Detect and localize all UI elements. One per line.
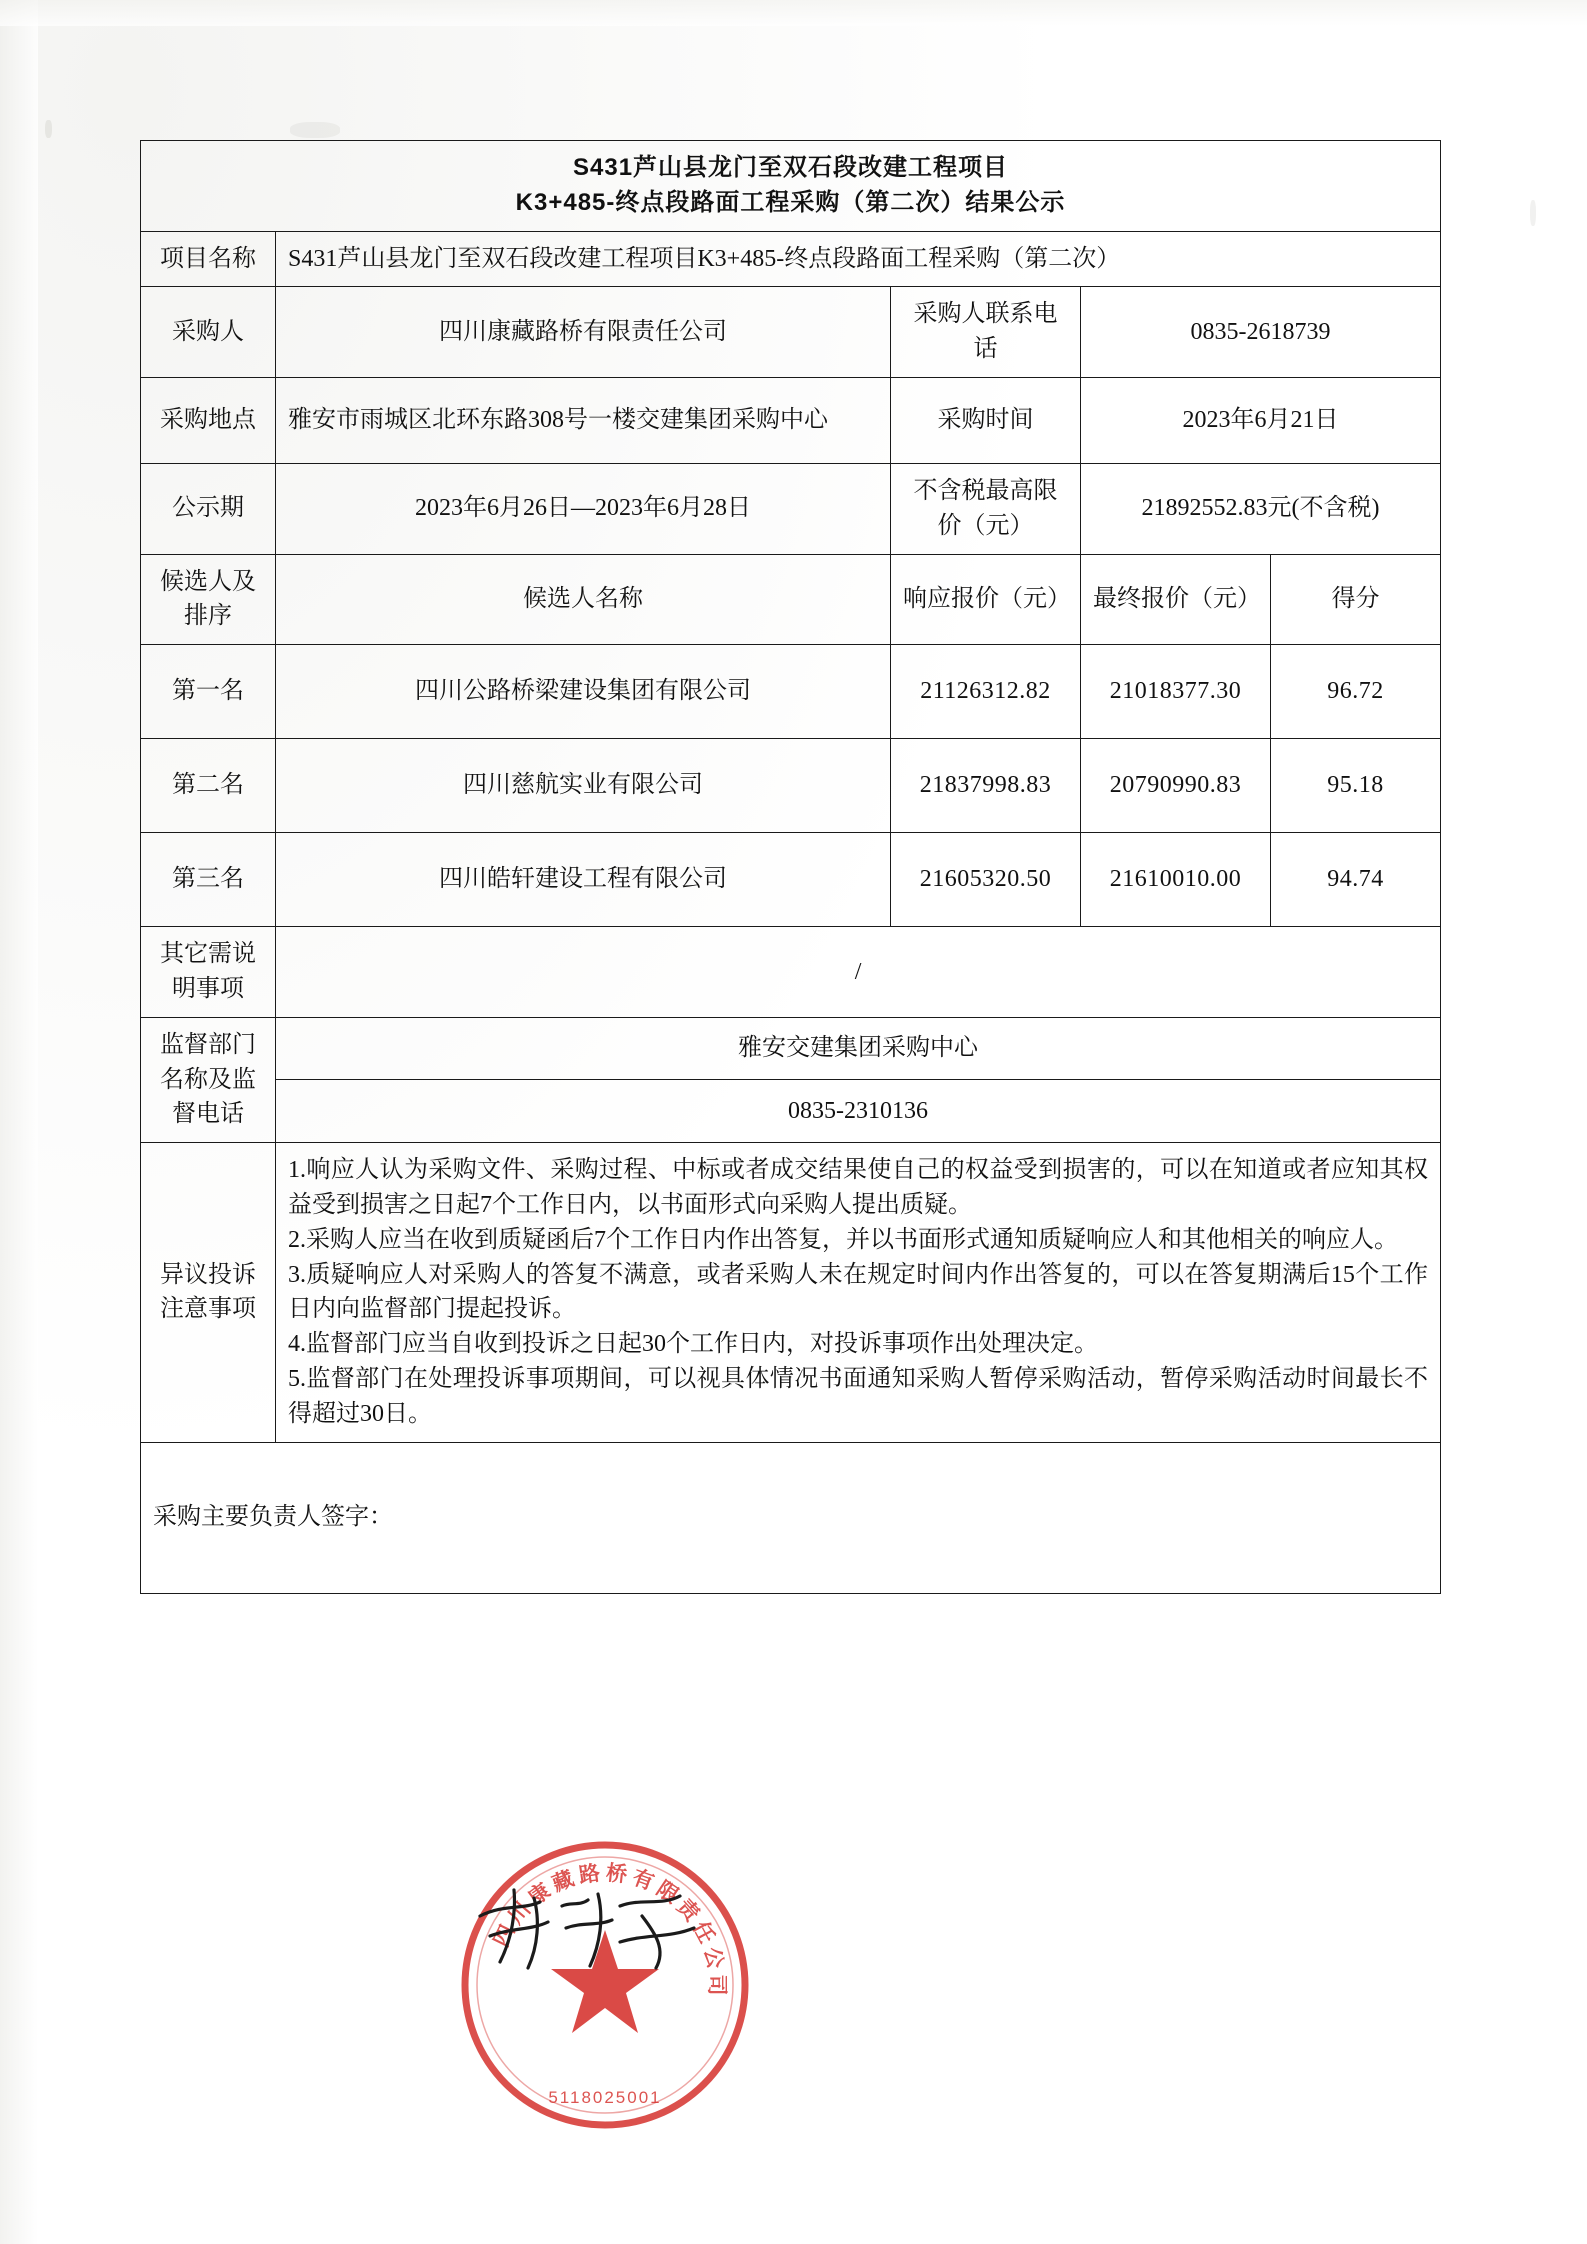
objection-item: 4.监督部门应当自收到投诉之日起30个工作日内，对投诉事项作出处理决定。 (288, 1331, 1098, 1358)
supervision-dept-row (141, 1017, 1441, 1080)
title-line-1: S431芦山县龙门至双石段改建工程项目 (572, 154, 1009, 181)
candidate-final-price: 20790990.83 (1081, 739, 1271, 833)
candidate-final-price: 21018377.30 (1081, 645, 1271, 739)
svg-text:责: 责 (672, 1894, 704, 1926)
final-price-label: 最终报价（元） (1081, 554, 1271, 645)
scan-artifact (1530, 200, 1536, 226)
time-value: 2023年6月21日 (1081, 377, 1441, 463)
candidate-response-price: 21605320.50 (891, 833, 1081, 927)
supervision-phone-row (141, 1080, 1441, 1143)
svg-text:川: 川 (504, 1897, 536, 1929)
objection-row (141, 1143, 1441, 1442)
objection-item: 1.响应人认为采购文件、采购过程、中标或者成交结果使自己的权益受到损害的，可以在知道或者应知其权益受到损害之日起7个工作日内，以书面形式向采购人提出质疑。 (288, 1157, 1429, 1218)
candidate-score: 96.72 (1271, 645, 1441, 739)
buyer-phone-label: 采购人联系电话 (891, 287, 1081, 378)
svg-text:四: 四 (489, 1921, 520, 1951)
svg-text:有: 有 (629, 1865, 657, 1895)
signature-row (141, 1442, 1441, 1593)
time-label: 采购时间 (891, 377, 1081, 463)
objection-item: 5.监督部门在处理投诉事项期间，可以视具体情况书面通知采购人暂停采购活动，暂停采购活动时间最长不得超过30日。 (288, 1365, 1429, 1427)
result-table (140, 140, 1441, 1594)
objection-label: 异议投诉注意事项 (141, 1143, 276, 1442)
table-row (141, 645, 1441, 739)
handwritten-signature (470, 1876, 710, 1986)
buyer-value: 四川康藏路桥有限责任公司 (276, 287, 891, 378)
title-row (141, 141, 1441, 232)
scan-left-shadow (0, 0, 38, 2244)
supervision-phone-value: 0835-2310136 (276, 1080, 1441, 1143)
svg-text:5118025001: 5118025001 (548, 2088, 662, 2107)
buyer-row (141, 287, 1441, 378)
max-price-value: 21892552.83元(不含税) (1081, 463, 1441, 554)
svg-text:公: 公 (699, 1945, 727, 1971)
svg-text:藏: 藏 (549, 1867, 578, 1897)
table-row (141, 739, 1441, 833)
table-row (141, 833, 1441, 927)
objection-item: 2.采购人应当在收到质疑函后7个工作日内作出答复，并以书面形式通知质疑响应人和其他相关的响应人。 (288, 1226, 1398, 1253)
project-name-row (141, 231, 1441, 287)
publicity-label: 公示期 (141, 463, 276, 554)
document-title (141, 141, 1441, 232)
project-name-label: 项目名称 (141, 231, 276, 287)
scan-top-shadow (0, 0, 1587, 26)
candidate-rank: 第三名 (141, 833, 276, 927)
official-seal (455, 1835, 755, 2135)
place-row (141, 377, 1441, 463)
place-value: 雅安市雨城区北环东路308号一楼交建集团采购中心 (276, 377, 891, 463)
buyer-phone-value: 0835-2618739 (1081, 287, 1441, 378)
signature-label: 采购主要负责人签字： (141, 1442, 1441, 1593)
candidate-name: 四川慈航实业有限公司 (276, 739, 891, 833)
candidate-score: 95.18 (1271, 739, 1441, 833)
candidate-rank: 第一名 (141, 645, 276, 739)
candidate-name-label: 候选人名称 (276, 554, 891, 645)
candidates-header-row (141, 554, 1441, 645)
objection-notes (276, 1143, 1441, 1442)
other-notes-row (141, 927, 1441, 1018)
candidate-response-price: 21837998.83 (891, 739, 1081, 833)
candidate-response-price: 21126312.82 (891, 645, 1081, 739)
project-name-value: S431芦山县龙门至双石段改建工程项目K3+485-终点段路面工程采购（第二次） (276, 231, 1441, 287)
candidate-name: 四川皓轩建设工程有限公司 (276, 833, 891, 927)
svg-text:限: 限 (652, 1877, 683, 1908)
score-label: 得分 (1271, 554, 1441, 645)
supervision-dept-value: 雅安交建集团采购中心 (276, 1017, 1441, 1080)
svg-text:桥: 桥 (605, 1861, 629, 1887)
candidate-score: 94.74 (1271, 833, 1441, 927)
candidate-rank: 第二名 (141, 739, 276, 833)
publicity-form (140, 140, 1440, 1594)
response-price-label: 响应报价（元） (891, 554, 1081, 645)
svg-text:司: 司 (705, 1974, 728, 1996)
title-line-2: K3+485-终点段路面工程采购（第二次）结果公示 (515, 188, 1066, 216)
scan-artifact (45, 120, 52, 138)
publicity-row (141, 463, 1441, 554)
svg-text:康: 康 (524, 1879, 555, 1911)
candidate-name: 四川公路桥梁建设集团有限公司 (276, 645, 891, 739)
buyer-label: 采购人 (141, 287, 276, 378)
other-notes-label: 其它需说明事项 (141, 927, 276, 1018)
place-label: 采购地点 (141, 377, 276, 463)
supervision-label: 监督部门名称及监督电话 (141, 1017, 276, 1142)
candidate-final-price: 21610010.00 (1081, 833, 1271, 927)
svg-text:任: 任 (688, 1917, 719, 1948)
other-notes-value: / (276, 927, 1441, 1018)
scan-artifact (290, 122, 340, 138)
svg-text:路: 路 (577, 1861, 602, 1888)
max-price-label: 不含税最高限价（元） (891, 463, 1081, 554)
objection-item: 3.质疑响应人对采购人的答复不满意，或者采购人未在规定时间内作出答复的，可以在答复期满后15个工作日内向监督部门提起投诉。 (288, 1261, 1429, 1323)
publicity-value: 2023年6月26日—2023年6月28日 (276, 463, 891, 554)
candidate-rank-label: 候选人及排序 (141, 554, 276, 645)
